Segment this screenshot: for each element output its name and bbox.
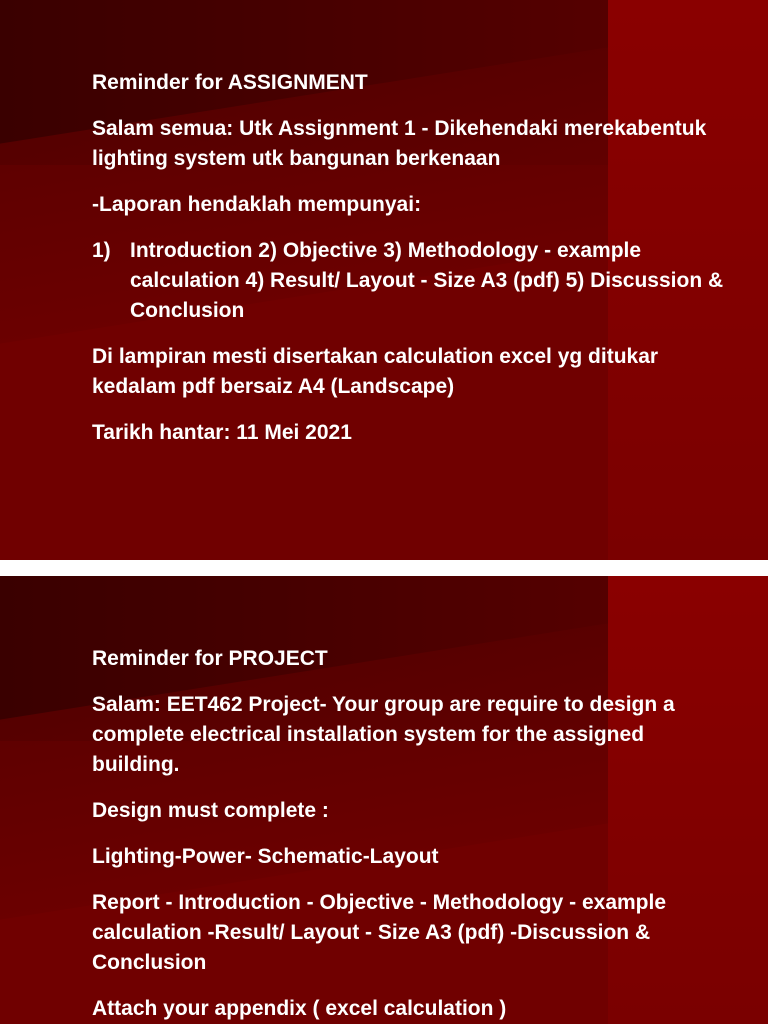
- report-text: Report - Introduction - Objective - Methodology - example calculation -Result/ Layout - Size A3 (pdf) -Discussion & Conclusion: [92, 891, 667, 974]
- slide-content: [92, 644, 728, 1024]
- slide-title: Reminder for ASSIGNMENT: [92, 71, 368, 94]
- intro-text: Salam semua: Utk Assignment 1 - Dikehendaki merekabentuk lighting system utk bangunan berkenaan: [92, 117, 707, 170]
- list-item: [92, 236, 728, 326]
- deadline-text: Tarikh hantar: 11 Mei 2021: [92, 421, 352, 444]
- design-heading: Design must complete :: [92, 799, 329, 822]
- slide-title: Reminder for PROJECT: [92, 647, 328, 670]
- intro-text: Salam: EET462 Project- Your group are require to design a complete electrical installation system for the assigned building.: [92, 693, 675, 776]
- list-item-text: Introduction 2) Objective 3) Methodology - example calculation 4) Result/ Layout - Size A3 (pdf) 5) Discussion & Conclusion: [130, 239, 724, 322]
- slide-project: [0, 576, 768, 1024]
- report-sections-list: [92, 236, 728, 326]
- report-heading: -Laporan hendaklah mempunyai:: [92, 193, 422, 216]
- appendix-text: Attach your appendix ( excel calculation ): [92, 997, 507, 1020]
- design-items: Lighting-Power- Schematic-Layout: [92, 845, 439, 868]
- list-item-number: 1): [92, 239, 111, 262]
- appendix-text: Di lampiran mesti disertakan calculation excel yg ditukar kedalam pdf bersaiz A4 (Landscape): [92, 345, 659, 398]
- slide-content: [92, 68, 728, 464]
- slide-separator: [0, 560, 768, 576]
